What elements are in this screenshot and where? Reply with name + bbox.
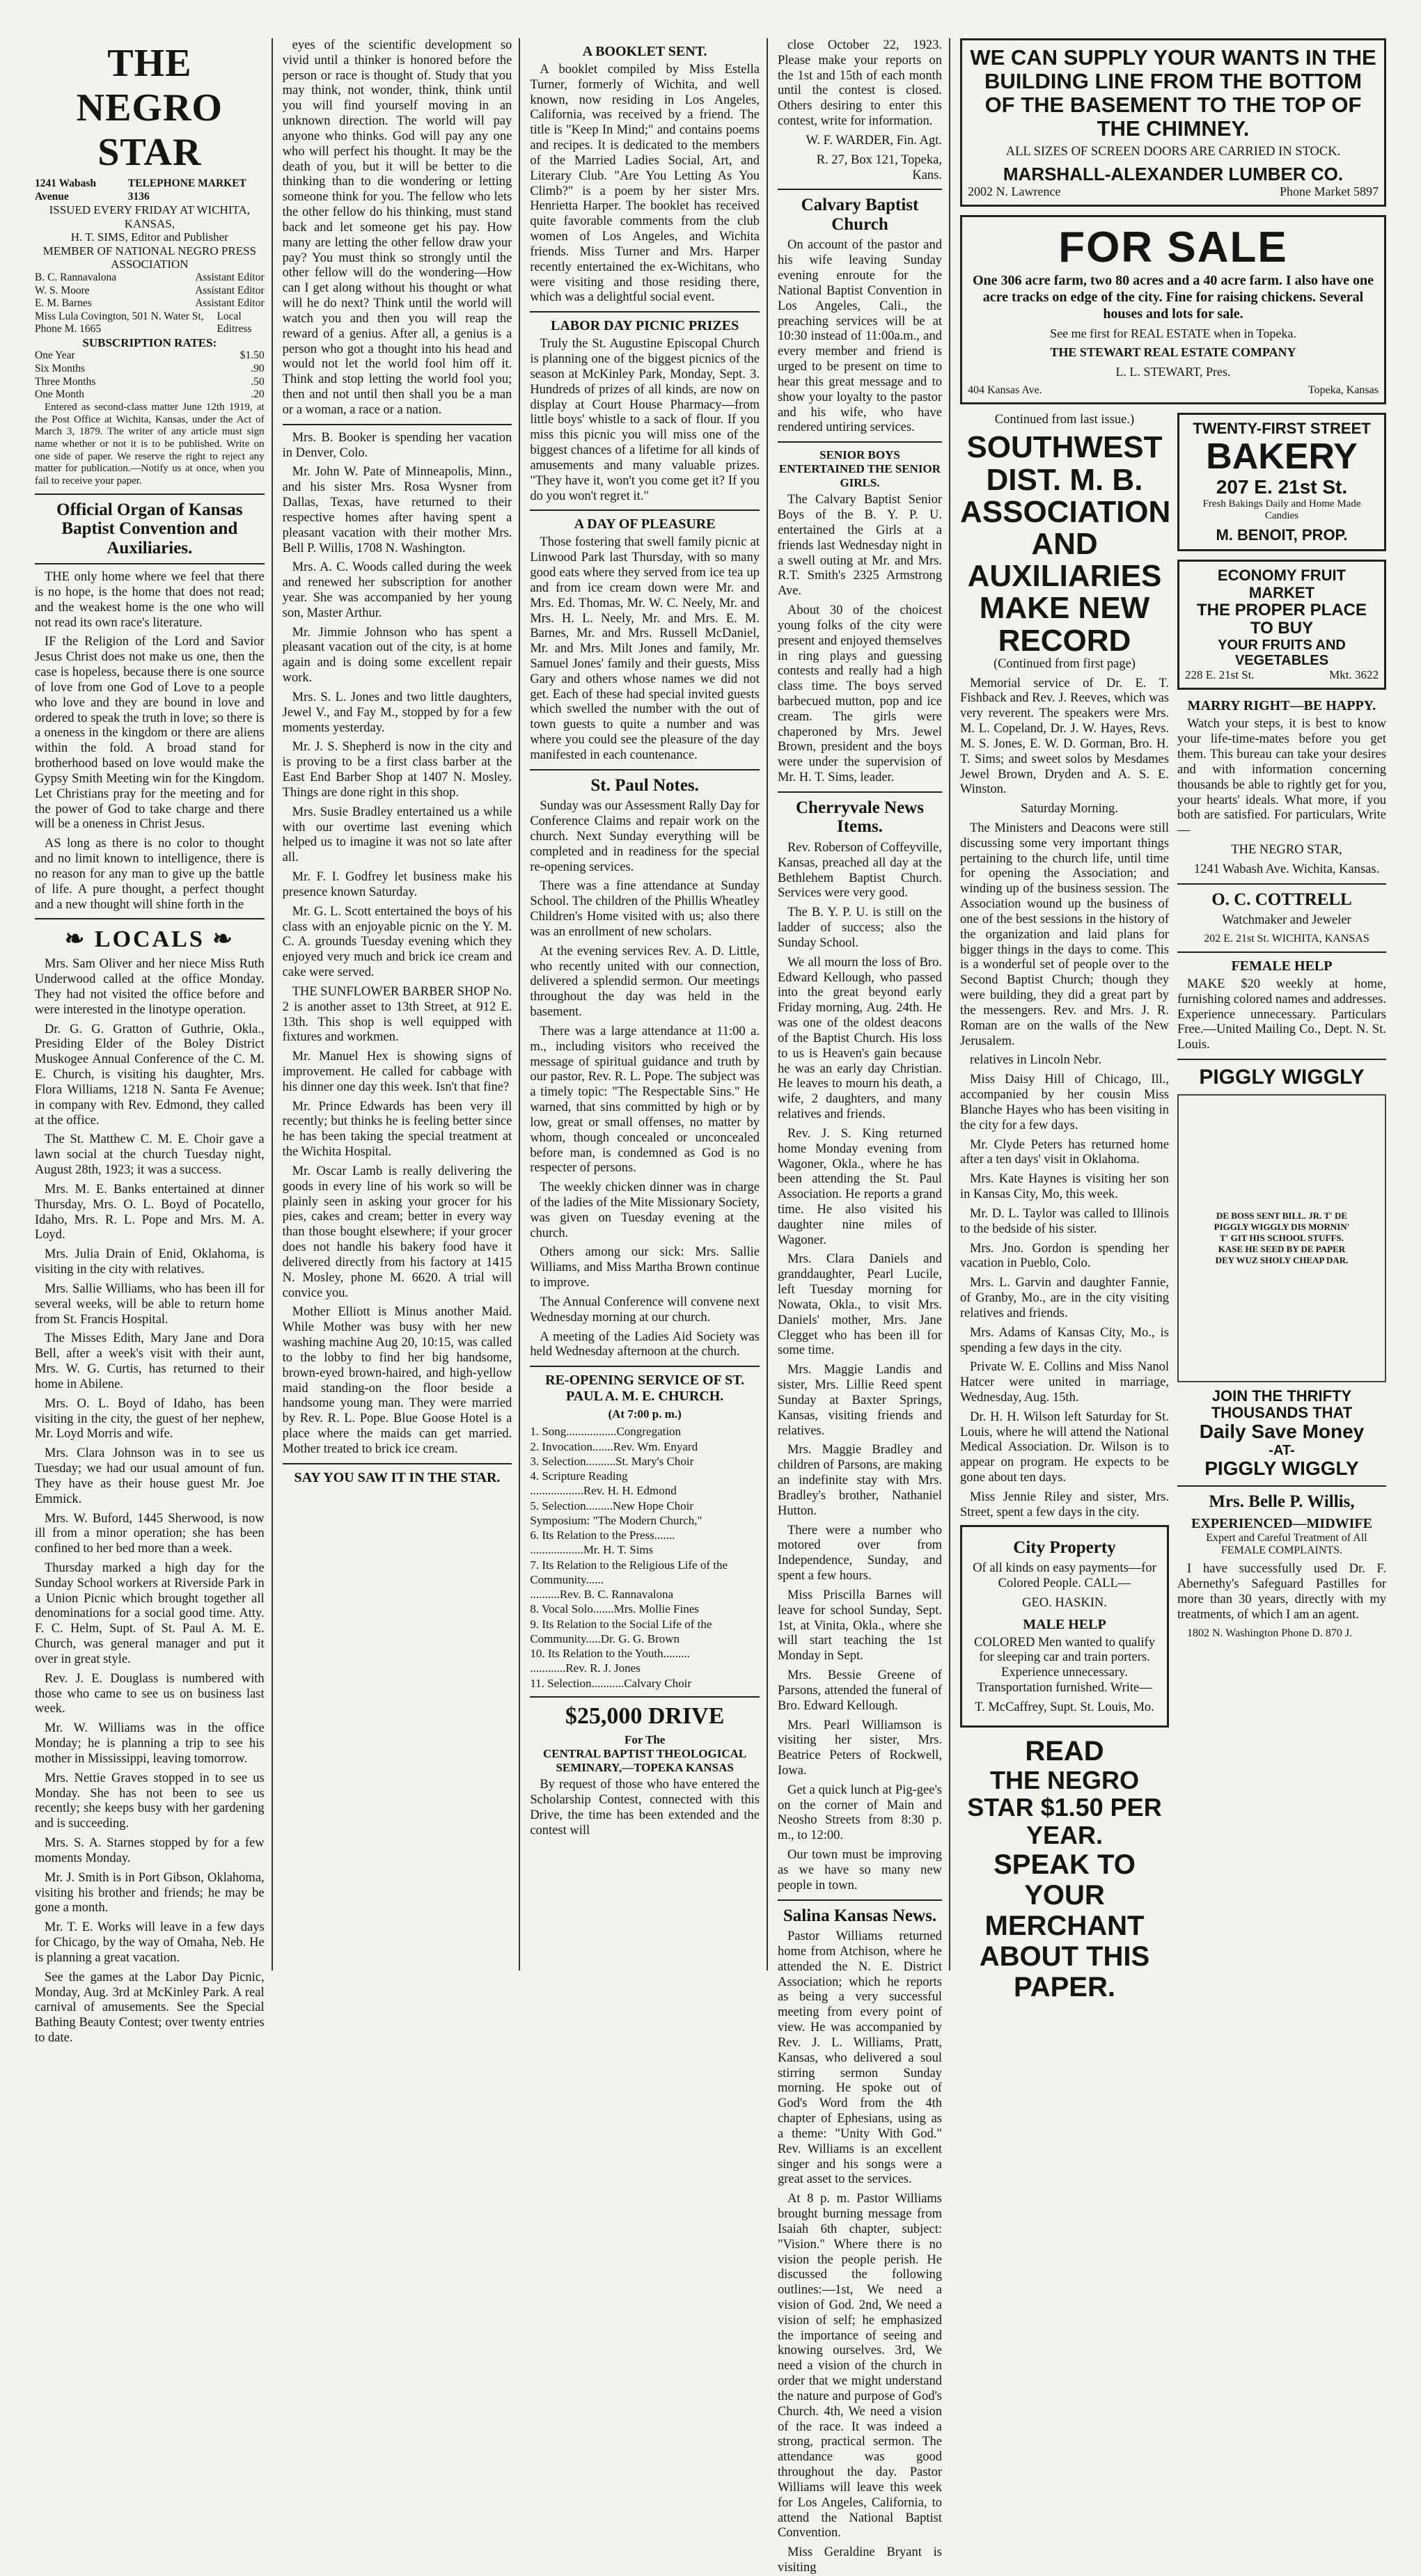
lumber-ad: WE CAN SUPPLY YOUR WANTS IN THE BUILDING LINE FROM THE BOTTOM OF THE BASEMENT TO THE TOP OF THE CHIMNEY. ALL SIZES OF SCREEN DOORS ARE CARRIED IN STOCK. MARSHALL-ALEXANDER LUMBER CO. 2002 N. Lawrence Phone Market 5897 bbox=[960, 38, 1386, 207]
column-3 bbox=[530, 38, 768, 1970]
drive-for: For The bbox=[624, 1733, 666, 1747]
drive-sub: CENTRAL BAPTIST THEOLOGICAL SEMINARY,—TOPEKA KANSAS bbox=[543, 1747, 747, 1775]
drive-heading: $25,000 DRIVE bbox=[565, 1702, 725, 1729]
pleasure-heading: A DAY OF PLEASURE bbox=[574, 516, 716, 532]
locals-continued: Mrs. B. Booker is spending her vacation in Denver, Colo. Mr. John W. Pate of Minneapolis, Minn., and his sister Mrs. Rosa Wysner from Dallas, Texas, have returned to their respective homes after having spent a pleasant vacation with their mother Mrs. Bell P. Willis, 1708 N. Washington. Mrs. A. C. Woods called during the week and renewed her subscription for another year. She was accompanied by her young son, Master Arthur. Mr. Jimmie Johnson who has spent a pleasant vacation out of the city, is at home again and is doing some excellent repair work. Mrs. S. L. Jones and two little daughters, Jewel V., and Fay M., stopped by for a few moments yesterday. Mr. J. S. Shepherd is now in the city and is proving to be a first class barber at the East End Barber Shop at 1407 N. Mosley. Things are done right in this shop. Mrs. Susie Bradley entertained us a while with our overtime last evening which helped us to imagine it was not so late after all. Mr. F. I. Godfrey let business make his presence known Saturday. Mr. G. L. Scott entertained the boys of his class with an enjoyable picnic on the Y. M. C. A. grounds Tuesday evening which they enjoyed very much and brick ice cream and cake were served. THE SUNFLOWER BARBER SHOP No. 2 is another asset to 13th Street, at 912 E. 13th. This shop is well equipped with fixtures and workmen. Mr. Manuel Hex is showing signs of improvement. He called for cabbage with his dinner one day this week. Isn't that fine? Mr. Prince Edwards has been very ill recently; but thinks he is feeling better since he has been taking the special treatment at the Wichita Hospital. Mr. Oscar Lamb is really delivering the goods in every line of his work so will be plainly seen in asking your grocer for his pies, cakes and cream; better in every way than those bought elsewhere; if your grocer does not handle his bakery food have it delivered directly from his factory at 1415 N. Mosley, phone M. 6620. A trial will convice you. Mother Elliott is Minus another Maid. While Mother was busy with her new washing machine Aug 20, 10:15, was called to the lobby to find her big handsome, brown-eyed brown-haired, and high-yellow maid standing-on the floor beside a handsome young man. They were married by Rev. R. L. Pope. Blue Goose Hotel is a place where the maids can get married. Mother treated to brick ice cream. bbox=[282, 430, 512, 1456]
right-ads: TWENTY-FIRST STREET BAKERY 207 E. 21st St. Fresh Bakings Daily and Home Made Candies M. BENOIT, PROP. ECONOMY FRUIT MARKET THE PROPER PLACE TO BUY YOUR FRUITS AND VEGETABLES 228 E. 21st St. Mkt. 3622 MARRY RIGHT—BE HAPPY. Watch your steps, it is best to know your life-time-mates before you get them. This bureau can take your desires and with information concerning thousands be able to rightly get for you, your hearts' ideals. What more, if you both are satisfied. For particulars, Write— THE NEGRO STAR, 1241 Wabash Ave. Wichita, Kansas. O. C. COTTRELL Watchmaker and Jeweler 202 E. 21st St. WICHITA, KANSAS FEMALE HELP MAKE $20 weekly at home, furnishing colored names and addresses. Experience unnecessary. Particulars Free.—United Mailing Co., Dept. N. St. Louis. PIGGLY WIGGLY DE BOSS SENT BILL. JR. T' DE PIGGLY WIGGLY DIS MORNIN' T' GIT HIS SCHOOL STUFFS. KASE HE SEED BY DE PAPER DEY WUZ SHOLY CHEAP DAR. JOIN THE THRIFTY THOUSANDS THAT Daily Save Money -AT- PIGGLY WIGGLY Mrs. Belle P. Willis, EXPERIENCED—MIDWIFE Expert and Careful Treatment of All FEMALE COMPLAINTS. I have successfully used Dr. F. Abernethy's Safeguard Pastilles for more than 30 years, directly with my treatments, of which I am an agent. 1802 N. Washington Phone D. 870 J. bbox=[1177, 413, 1386, 2002]
salina-heading: Salina Kansas News. bbox=[783, 1906, 937, 1925]
column-5-ads bbox=[959, 38, 1393, 2002]
cherry-heading: Cherryvale News Items. bbox=[795, 798, 924, 837]
contest-article: close October 22, 1923. Please make your reports on the 1st and 15th of each month until the contest is closed. Others desiring to enter this contest, write for information. bbox=[777, 38, 942, 129]
contest-addr: R. 27, Box 121, Topeka, Kans. bbox=[816, 152, 942, 182]
stpaul-article: Sunday was our Assessment Rally Day for Conference Claims and repair work on the church. Next Sunday everything will be completed and in readiness for the special re-opening services. There was a fine attendance at Sunday School. The children of the Phillis Wheatley Children's Home visited with us; also there was an enrollment of new scholars. At the evening services Rev. A. D. Little, who recently united with our connection, delivered a splendid sermon. Our meetings throughout the day was held in the basement. There was a large attendance at 11:00 a. m., including visitors who received the message of spiritual guidance and truth by our pastor, Rev. R. L. Pope. The subject was a timely topic: "The Respectable Sins." He warned, that sins committed by high or by low, great or small offenses, no matter by whom, though concealed or unconcealed before man, is condemned as God is no respecter of persons. The weekly chicken dinner was in charge of the ladies of the Mite Missionary Society, was given on Tuesday evening at the church. Others among our sick: Mrs. Sallie Williams, and Miss Martha Brown continue to improve. The Annual Conference will convene next Wednesday morning at our church. A meeting of the Ladies Aid Society was held Wednesday afternoon at the church. bbox=[530, 799, 760, 1359]
rates-title: SUBSCRIPTION RATES: bbox=[82, 335, 217, 349]
cherry-article: Rev. Roberson of Coffeyville, Kansas, preached all day at the Bethlehem Baptist Church. Services were very good. The B. Y. P. U. is still on the ladder of success; also the Sunday School. We all mourn the loss of Bro. Edward Kellough, who passed into the great beyond early Friday morning, Aug. 24th. He was one of the oldest deacons of the Baptist Church. His loss to us is Heaven's gain because he was an early day Christian. He leaves to mourn his death, a wife, 2 daughters, and many relatives and friends. Rev. J. S. King returned home Monday evening from Wagoner, Okla., where he has been attending the St. Paul Association. He reports a grand time. He also visited his daughter nine miles of Wagoner. Mrs. Clara Daniels and granddaughter, Pearl Lucile, left Tuesday morning for Nowata, Okla., to visit Mrs. Daniels' mother, Mrs. Jane Clegget who has been ill for some time. Mrs. Maggie Landis and sister, Mrs. Lillie Reed spent Sunday at Baxter Springs, Kansas, visiting friends and relatives. Mrs. Maggie Bradley and children of Parsons, are making an indefinite stay with Mrs. Bradley's brother, Nathaniel Hutton. There were a number who motored over from Independence, Sunday, and spent a few hours. Miss Priscilla Barnes will leave for school Sunday, Sept. 1st, at Vinita, Okla., where she will start teaching the 1st Monday in Sept. Mrs. Bessie Greene of Parsons, attended the funeral of Bro. Edward Kellough. Mrs. Pearl Williamson is visiting her sister, Mrs. Beatrice Peters of Rockwell, Iowa. Get a quick lunch at Pig-gee's on the corner of Main and Neosho Streets from 8:30 p. m., to 12:00. Our town must be improving as we have so many new people in town. bbox=[777, 840, 942, 1893]
organ-heading: Official Organ of Kansas Baptist Convention and Auxiliaries. bbox=[56, 500, 243, 558]
calvary-heading: Calvary Baptist Church bbox=[801, 196, 919, 234]
cottrell-heading: O. C. COTTRELL bbox=[1211, 890, 1352, 909]
masthead-notice: Entered as second-class matter June 12th 1919, at the Post Office at Wichita, Kansas, under the Act of March 3, 1879. The writer of any article must sign name whether or not it is to be published. Write on one side of paper. We reserve the right to reject any matter for publication.—Notify us at once, when you fail to receive your paper. bbox=[35, 401, 265, 487]
rates-list: One Year $1.50 Six Months .90 Three Months .50 One Month .20 bbox=[35, 349, 265, 401]
piggly-heading: PIGGLY WIGGLY bbox=[1199, 1066, 1365, 1089]
speak-ad: SPEAK TO YOUR MERCHANT ABOUT THIS PAPER. bbox=[979, 1849, 1150, 2002]
southwest-article: Continued from last issue.) SOUTHWEST DIST. M. B. ASSOCIATION AND AUXILIARIES MAKE NEW RECORD (Continued from first page) Memorial service of Dr. E. T. Fishback and Rev. J. Reeves, which was very reverent. The speakers were Mrs. M. L. Copeland, Dr. J. W. Hayes, Revs. M. S. Jones, E. W. D. Gorman, Bro. H. T. Sims; and sweet solos by Mesdames Jewel Brown, Dryden and A. S. E. Winston. Saturday Morning. The Ministers and Deacons were still discussing some very important things pertaining to the church life, until time for opening the Association; and winding up of the business session. The Association wound up the business of one of the best sessions in the history of the organization and laid plans for bigger things in the days to come. This is a wonderful set of people over to the Second Baptist Church; though they were building, they did a great part by the messengers. Rev. and Mrs. J. R. Roman are on the walls of the New Jerusalem. relatives in Lincoln Nebr. Miss Daisy Hill of Chicago, Ill., accompanied by her cousin Miss Blanche Hayes who has been visiting in the city for a few days. Mr. Clyde Peters has returned home after a ten days' visit in Oklahoma. Mrs. Kate Haynes is visiting her son in Kansas City, Mo, this week. Mr. D. L. Taylor was called to Illinois to the bedside of his sister. Mrs. Jno. Gordon is spending her vacation in Pueblo, Colo. Mrs. L. Garvin and daughter Fannie, of Granby, Mo., are in the city visiting relatives and friends. Mrs. Adams of Kansas City, Mo., is spending a few days in the city. Private W. E. Collins and Miss Nanol Hatcer were united in marriage, Wednesday, Aug. 15th. Dr. H. H. Wilson left Saturday for St. Louis, where he will attend the National Medical Association. Dr. Wilson is to appear on program. He expects to be gone about ten days. Miss Jennie Riley and sister, Mrs. Street, spent a few days in the city. City Property Of all kinds on easy payments—for Colored People. CALL— GEO. HASKIN. MALE HELP COLORED Men wanted to qualify for sleeping car and train porters. Experience unnecessary. Transportation furnished. Write— T. McCaffrey, Supt. St. Louis, Mo. READ THE NEGRO STAR $1.50 PER YEAR. SPEAK TO YOUR MERCHANT ABOUT THIS PAPER. bbox=[959, 412, 1171, 2002]
organ-article: THE only home where we feel that there is no hope, is the home that does not read; and the weakest home is the one who will not read its own race's literature. IF the Religion of the Lord and Savior Jesus Christ does not make us one, then the case is hopeless, because there is one source of love from one God of Love to a people who love and they are bound in love and ordered to speak the truth in love; so there is a oneness in the kingdom or there are aliens within the fold. A broad stand for brotherhood based on love would make the Gypsy Smith Meeting win for the Kingdom. Let Christians pray for the meeting and for the power of God to take charge and there will be a oneness in Christ Jesus. AS long as there is no color to thought and no limit known to intelligence, there is no reason for any man to give up the battle of life. A pure thought, a perfect thought and a new thought will shine forth in the bbox=[35, 570, 265, 912]
stpaul-heading: St. Paul Notes. bbox=[590, 775, 699, 795]
economy-ad: ECONOMY FRUIT MARKET THE PROPER PLACE TO BUY YOUR FRUITS AND VEGETABLES 228 E. 21st St. Mkt. 3622 bbox=[1177, 560, 1386, 690]
forsale-ad: FOR SALE One 306 acre farm, two 80 acres and a 40 acre farm. I also have one acre tracks on edge of the city. Fine for raising chickens. Several houses and lots for sale. See me first for REAL ESTATE when in Topeka. THE STEWART REAL ESTATE COMPANY L. L. STEWART, Pres. 404 Kansas Ave. Topeka, Kansas bbox=[960, 215, 1386, 404]
marry-heading: MARRY RIGHT—BE HAPPY. bbox=[1187, 698, 1376, 714]
labor-article: Truly the St. Augustine Episcopal Church is planning one of the biggest picnics of the season at McKinley Park, Monday, Sept. 3. Hundreds of prizes of all kinds, are now on display at Court House Pharmacy—from little boys' whistle to a sack of flour. If you miss this picnic you will miss one of the biggest chances of a lifetime for all kinds of amusements and many valuable prizes. "They have it, won't you come get it? If you do you won't regret it." bbox=[530, 337, 760, 503]
booklet-heading: A BOOKLET SENT. bbox=[582, 44, 707, 59]
bakery-ad: TWENTY-FIRST STREET BAKERY 207 E. 21st St. Fresh Bakings Daily and Home Made Candies M. BENOIT, PROP. bbox=[1177, 413, 1386, 552]
reopen-heading: RE-OPENING SERVICE OF ST. PAUL A. M. E. CHURCH. bbox=[545, 1373, 745, 1405]
staff-list: B. C. Rannavalona Assistant Editor W. S. Moore Assistant Editor E. M. Barnes Assistant Editor Miss Lula Covington, 501 N. Water St, Phone M. 1665 Local Editress bbox=[35, 271, 265, 335]
masthead-telephone: TELEPHONE MARKET 3136 bbox=[127, 177, 246, 203]
masthead-member: MEMBER OF NATIONAL NEGRO PRESS ASSOCIATION bbox=[42, 244, 256, 271]
masthead-title: THE NEGRO STAR bbox=[76, 42, 223, 174]
masthead-issued: ISSUED EVERY FRIDAY AT WICHITA, KANSAS, bbox=[49, 203, 251, 230]
locals-heading: ❧ LOCALS ❧ bbox=[64, 926, 235, 953]
senior-heading: SENIOR BOYS ENTERTAINED THE SENIOR GIRLS. bbox=[778, 448, 941, 490]
contest-sign: W. F. WARDER, Fin. Agt. bbox=[806, 133, 942, 148]
drive-article: By request of those who have entered the Scholarship Contest, connected with this Drive, the time has been extended and the contest will bbox=[530, 1778, 760, 1838]
read-ad: READ bbox=[1025, 1735, 1104, 1767]
female-heading: FEMALE HELP bbox=[1231, 958, 1333, 974]
say-you-saw-it: SAY YOU SAW IT IN THE STAR. bbox=[294, 1469, 501, 1485]
reopen-program: 1. Song.................Congregation 2. Invocation.......Rev. Wm. Enyard 3. Selection..........St. Mary's Choir 4. Scripture Reading ..................Rev. H. H. Edmond 5. Selection.........New Hope Choir Symposium: "The Modern Church," 6. Its Relation to the Press....... ..................Mr. H. T. Sims 7. Its Relation to the Religious Life of the Community...... ..........Rev. B. C. Rannavalona 8. Vocal Solo.......Mrs. Mollie Fines 9. Its Relation to the Social Life of the Community.....Dr. G. G. Brown 10. Its Relation to the Youth......... ............Rev. R. J. Jones 11. Selection...........Calvary Choir bbox=[530, 1425, 728, 1690]
masthead-address: 1241 Wabash Avenue bbox=[35, 177, 97, 203]
masthead-editor: H. T. SIMS, Editor and Publisher bbox=[70, 230, 228, 244]
masthead bbox=[35, 41, 265, 488]
city-property-ad: City Property Of all kinds on easy payments—for Colored People. CALL— GEO. HASKIN. MALE HELP COLORED Men wanted to qualify for sleeping car and train porters. Experience unnecessary. Transportation furnished. Write— T. McCaffrey, Supt. St. Louis, Mo. bbox=[960, 1525, 1169, 1728]
booklet-article: A booklet compiled by Miss Estella Turner, formerly of Wichita, and well known, now residing in Los Angeles, California, was received by a friend. The title is "Keep In Mind;" and contains poems and recipes. It is dedicated to the members of the Married Ladies Social, Art, and Literary Club. "Are You Letting As You Climb?" is a poem by her sister Mrs. Henrietta Harper. The booklet has received quite favorable comments from the club women of Los Angeles, and Wichita friends. Miss Turner and Mrs. Harper recently entertained the ex-Wichitans, who were visiting and those residing there, which was a delightful social event. bbox=[530, 63, 760, 305]
piggly-illustration: DE BOSS SENT BILL. JR. T' DE PIGGLY WIGGLY DIS MORNIN' T' GIT HIS SCHOOL STUFFS. KASE HE SEED BY DE PAPER DEY WUZ SHOLY CHEAP DAR. bbox=[1177, 1094, 1386, 1382]
calvary-article: On account of the pastor and his wife leaving Sunday evening enroute for the National Baptist Convention in Los Angeles, Cali., the preaching services will be at 10:30 instead of 11:00a.m., and every member and friend is urged to be present on time to hear this great message and to show your loyalty to the pastor and his wife, who have rendered untiring services. bbox=[777, 238, 942, 435]
think-article: eyes of the scientific development so vivid until a thinker is honored before the person or race is thought of. Study that you may think, not wonder, think, think until you will find yourself moving in an unknown direction. The world will pay anyone who thinks. God will pay any one who will perfect his thought. It may be the death of you, but it will be better to die thinking than to die wondering or letting someone think for you. The fellow who lets the other fellow do his thinking, must stand back and let someone get his pay. How many are letting the other fellow draw your pay? You must think so strongly until the other fellow will do the wondering—How can I get along without his thought or what will he do next? Think until the world will watch you and then you will reap the reward of a genius. After all, a genius is a person who got a thought into his head and would not let the world fool him off it. Think and stop letting the world fool you; then and not until then shall you be a man or a woman, a race or a nation. bbox=[282, 38, 512, 417]
willis-heading: Mrs. Belle P. Willis, bbox=[1209, 1492, 1355, 1512]
pleasure-article: Those fostering that swell family picnic at Linwood Park last Thursday, with so many good eats where they served from ice tea up and from ice cream down were Mr. and Mrs. Ed. Thomas, Mr. W. C. Neely, Mr. and Mrs. H. L. Neely, Mr. and Mrs. E. M. Barnes, Mr. and Mrs. Russell McDaniel, Mr. and Mrs. Milt Jones and family, Mr. Samuel Jones' family and their guests, Miss Gary and others whose names we did not get. Each of these had special invited guests which swelled the number with the out of town guests to quite a number and was where you could see the pleasure of the day manifested in each countenance. bbox=[530, 535, 760, 762]
reopen-time: (At 7:00 p. m.) bbox=[608, 1407, 682, 1421]
locals-list: Mrs. Sam Oliver and her niece Miss Ruth Underwood called at the office Monday. They had not visited the office before and were interested in the linotype operation. Dr. G. G. Gratton of Guthrie, Okla., Presiding Elder of the Boley District Muskogee Annual Conference of the C. M. E. Church, is visiting his daughter, Mrs. Flora Williams, 1218 N. Santa Fe Avenue; in company with Rev. Edmond, they called at the office. The St. Matthew C. M. E. Choir gave a lawn social at the church Tuesday night, August 28th, 1923; it was a success. Mrs. M. E. Banks entertained at dinner Thursday, Mrs. O. L. Boyd of Pocatello, Idaho, Mrs. R. L. Pope and Mrs. M. A. Loyd. Mrs. Julia Drain of Enid, Oklahoma, is visiting in the city with relatives. Mrs. Sallie Williams, who has been ill for several weeks, will be able to return home from St. Francis Hospital. The Misses Edith, Mary Jane and Dora Bell, after a week's visit with their aunt, Mrs. W. G. Curtis, has returned to their home in Abilene. Mrs. O. L. Boyd of Idaho, has been visiting in the city, the guest of her nephew, Mr. Loyd Morris and wife. Mrs. Clara Johnson was in to see us Tuesday; we had our usual amount of fun. They have as their house guest Mr. Joe Emmick. Mrs. W. Buford, 1445 Sherwood, is now ill from a minor operation; she has been confined to her bed more than a week. Thursday marked a high day for the Sunday School workers at Riverside Park in a Union Picnic which brought together all denominations for a social good time. Atty. F. C. Helm, Supt. of St. Paul A. M. E. Church, was general manager and put it over in great style. Rev. J. E. Douglass is numbered with those who came to see us on business last week. Mr. W. Williams was in the office Monday; he is planning a trip to see his mother in Mississippi, leaving tomorrow. Mrs. Nettie Graves stopped in to see us Monday. She has not been to see us recently; she keeps busy with her gardening and is succeeding. Mrs. S. A. Starnes stopped by for a few moments Monday. Mr. J. Smith is in Port Gibson, Oklahoma, visiting his brother and friends; he may be gone a month. Mr. T. E. Works will leave in a few days for Chicago, by the way of Omaha, Neb. He is planning a great vacation. See the games at the Labor Day Picnic, Monday, Aug. 3rd at McKinley Park. A real carnival of amusements. See the Special Bathing Beauty Contest; over twenty entries to date. bbox=[35, 957, 265, 2045]
column-2 bbox=[283, 38, 521, 1970]
salina-article: Pastor Williams returned home from Atchison, where he attended the N. E. District Association; which he reports as being a very successful meeting from every point of view. He was accompanied by Rev. J. L. Williams, Pratt, Kansas, who delivered a soul stirring sermon Sunday morning. He spoke out of God's Word from the 4th chapter of Ephesians, using as a theme: "Unity With God." Rev. Williams is an excellent singer and his songs were a great asset to the services. At 8 p. m. Pastor Williams brought burning message from Isaiah 6th chapter, subject: "Vision." Where there is no vision the people perish. He discussed the following outlines:—1st, We need a vision of God. 2nd, We need a vision of self; he emphasized the importance of seeing and knowing ourselves. 3rd, We need a vision of the church in order that we might understand the nature and purpose of God's Church. 4th, We need a vision of the race. It was indeed a strong, practical sermon. The attendance was good throughout the day. Pastor Williams will leave this week for Los Angeles, California, to attend the National Baptist Convention. Miss Geraldine Bryant is visiting bbox=[777, 1929, 942, 2575]
labor-heading: LABOR DAY PICNIC PRIZES bbox=[551, 318, 739, 334]
column-1 bbox=[35, 38, 273, 2045]
column-4: close October 22, 1923. Please make your reports on the 1st and 15th of each month until the contest is closed. Others desiring to enter this contest, write for information. W. F. WARDER, Fin. Agt. R. 27, Box 121, Topeka, Kans. Calvary Baptist Church On account of the pastor and his wife leaving Sunday evening enroute for the National Baptist Convention in Los Angeles, Cali., the preaching services will be at 10:30 instead of 11:00a.m., and every member and friend is urged to be present on time to hear this great message and to show your loyalty to the pastor and his wife, who have rendered untiring services. SENIOR BOYS ENTERTAINED THE SENIOR GIRLS. The Calvary Baptist Senior Boys of the B. Y. P. U. entertained the Girls at a friends last Wednesday night in a swell outing at Mr. and Mrs. R.T. Smith's 2325 Armstrong Ave. About 30 of the choicest young folks of the city were present and enjoyed themselves in ring plays and guessing contests and really had a high class time. The boys served barbecued mutton, pop and ice cream. The girls were chaperoned by Mrs. Jewel Brown, president and the boys were under the supervision of Mr. H. T. Sims, leader. Cherryvale News Items. Rev. Roberson of Coffeyville, Kansas, preached all day at the Bethlehem Baptist Church. Services were very good. The B. Y. P. U. is still on the ladder of success; also the Sunday School. We all mourn the loss of Bro. Edward Kellough, who passed into the great beyond early Friday morning, Aug. 24th. He was one of the oldest deacons of the Baptist Church. His loss to us is Heaven's gain because he was an early day Christian. He leaves to mourn his death, a wife, 2 daughters, and many relatives and friends. Rev. J. S. King returned home Monday evening from Wagoner, Okla., where he has been attending the St. Paul Association. He reports a grand time. He also visited his daughter nine miles of Wagoner. Mrs. Clara Daniels and granddaughter, Pearl Lucile, left Tuesday morning for Nowata, Okla., to visit Mrs. Daniels' mother, Mrs. Jane Clegget who has been ill for some time. Mrs. Maggie Landis and sister, Mrs. Lillie Reed spent Sunday at Baxter Springs, Kansas, visiting friends and relatives. Mrs. Maggie Bradley and children of Parsons, are making an indefinite stay with Mrs. Bradley's brother, Nathaniel Hutton. There were a number who motored over from Independence, Sunday, and spent a few hours. Miss Priscilla Barnes will leave for school Sunday, Sept. 1st, at Vinita, Okla., where she will start teaching the 1st Monday in Sept. Mrs. Bessie Greene of Parsons, attended the funeral of Bro. Edward Kellough. Mrs. Pearl Williamson is visiting her sister, Mrs. Beatrice Peters of Rockwell, Iowa. Get a quick lunch at Pig-gee's on the corner of Main and Neosho Streets from 8:30 p. m., to 12:00. Our town must be improving as we have so many new people in town. Salina Kansas News. Pastor Williams returned home from Atchison, where he attended the N. E. District Association; which he reports as being a very successful meeting from every point of view. He was accompanied by Rev. J. L. Williams, Pratt, Kansas, who delivered a soul stirring sermon Sunday morning. He spoke out of God's Word from the 4th chapter of Ephesians, using as a theme: "Unity With God." Rev. Williams is an excellent singer and his songs were a great asset to the services. At 8 p. m. Pastor Williams brought burning message from Isaiah 6th chapter, subject: "Vision." Where there is no vision the people perish. He discussed the following outlines:—1st, We need a vision of God. 2nd, We need a vision of self; he emphasized the importance of seeing and knowing ourselves. 3rd, We need a vision of the church in order that we might understand the nature and purpose of God's Church. 4th, We need a vision of the race. It was indeed a strong, practical sermon. The attendance was good throughout the day. Pastor Williams will leave this week for Los Angeles, California, to attend the National Baptist Convention. Miss Geraldine Bryant is visiting bbox=[778, 38, 950, 1970]
